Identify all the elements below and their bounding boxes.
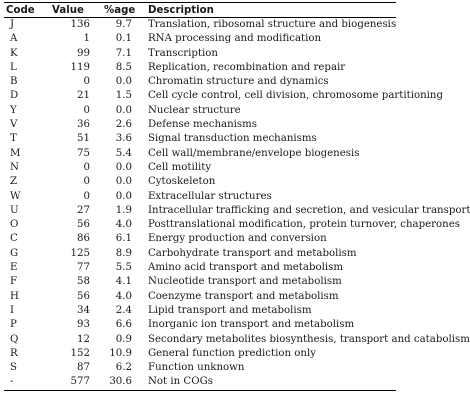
cog-table-container: [4, 2, 470, 391]
cell-value: 99: [77, 47, 90, 59]
cell-description: Cell cycle control, cell division, chromosome partitioning: [148, 90, 443, 102]
cell-percentage: 0.0: [115, 161, 132, 173]
cell-description: Nuclear structure: [148, 104, 241, 116]
cell-code: O: [10, 219, 19, 231]
table-row: [4, 275, 396, 289]
cell-description: General function prediction only: [148, 347, 316, 359]
header-description: Description: [140, 3, 396, 18]
table-row: [4, 175, 396, 189]
cell-description: Cell wall/membrane/envelope biogenesis: [148, 147, 360, 159]
cell-description: Transcription: [148, 47, 218, 59]
cell-value: 119: [70, 61, 90, 73]
table-row: [4, 333, 396, 347]
cell-value: 56: [77, 219, 90, 231]
cell-percentage: 8.9: [115, 247, 132, 259]
table-row: [4, 290, 396, 304]
cell-description: Posttranslational modification, protein turnover, chaperones: [148, 219, 460, 231]
table-row: [4, 261, 396, 275]
header-code: Code: [4, 3, 50, 18]
cell-value: 36: [77, 119, 90, 131]
cell-code: V: [10, 119, 18, 131]
table-row: [4, 132, 396, 146]
cell-description: Function unknown: [148, 362, 245, 374]
cell-value: 58: [77, 276, 90, 288]
cell-code: H: [10, 290, 19, 302]
cell-description: Carbohydrate transport and metabolism: [148, 247, 357, 259]
cell-percentage: 0.0: [115, 190, 132, 202]
cell-description: Translation, ribosomal structure and biogenesis: [148, 19, 397, 30]
cell-value: 77: [77, 262, 90, 274]
cell-percentage: 30.6: [109, 376, 132, 388]
cell-percentage: 4.1: [115, 276, 132, 288]
cell-description: Defense mechanisms: [148, 119, 258, 131]
cell-percentage: 0.9: [115, 333, 132, 345]
cell-value: 86: [77, 233, 90, 245]
cell-percentage: 1.9: [115, 204, 132, 216]
cell-description: Amino acid transport and metabolism: [148, 262, 344, 274]
cell-description: Lipid transport and metabolism: [148, 304, 312, 316]
cell-value: 0: [83, 190, 90, 202]
cell-value: 34: [77, 304, 90, 316]
cell-percentage: 3.6: [115, 133, 132, 145]
cell-percentage: 2.4: [115, 304, 132, 316]
cell-value: 136: [70, 19, 90, 30]
table-row: [4, 304, 396, 318]
cell-description: Not in COGs: [148, 376, 213, 388]
table-row: [4, 118, 396, 132]
cell-code: R: [10, 347, 18, 359]
table-header: [4, 3, 396, 18]
cell-description: Coenzyme transport and metabolism: [148, 290, 339, 302]
cell-value: 0: [83, 176, 90, 188]
cell-code: W: [10, 190, 21, 202]
cell-code: Z: [10, 176, 18, 188]
cell-value: 125: [70, 247, 90, 259]
cell-code: U: [10, 204, 19, 216]
table-row: [4, 318, 396, 332]
cell-description: Cell motility: [148, 161, 212, 173]
table-row: [4, 75, 396, 89]
table-body: [4, 18, 470, 391]
cell-description: Energy production and conversion: [148, 233, 327, 245]
cell-description: Cytoskeleton: [148, 176, 216, 188]
table-row: [4, 375, 396, 390]
cell-description: Nucleotide transport and metabolism: [148, 276, 342, 288]
table-row: [4, 190, 396, 204]
cell-description: Replication, recombination and repair: [148, 61, 346, 73]
cell-description: Extracellular structures: [148, 190, 272, 202]
cell-percentage: 2.6: [115, 119, 132, 131]
cell-percentage: 4.0: [115, 219, 132, 231]
cell-value: 12: [77, 333, 90, 345]
cell-value: 75: [77, 147, 90, 159]
cell-value: 577: [70, 376, 90, 388]
cell-code: Y: [10, 104, 17, 116]
cog-functional-categories-table: [4, 2, 470, 391]
table-row: [4, 32, 396, 46]
table-row: [4, 218, 396, 232]
cell-code: I: [10, 304, 15, 316]
cell-value: 87: [77, 362, 90, 374]
cell-description: Signal transduction mechanisms: [148, 133, 317, 145]
cell-percentage: 5.5: [115, 262, 132, 274]
cell-code: J: [10, 19, 15, 30]
cell-percentage: 9.7: [115, 19, 132, 30]
cell-percentage: 1.5: [115, 90, 132, 102]
cell-description: Inorganic ion transport and metabolism: [148, 319, 355, 331]
cell-code: B: [10, 76, 18, 88]
cell-value: 152: [70, 347, 90, 359]
table-row: [4, 347, 396, 361]
cell-percentage: 0.0: [115, 104, 132, 116]
table-row: [4, 247, 396, 261]
cell-percentage: 5.4: [115, 147, 132, 159]
cell-code: C: [10, 233, 18, 245]
cell-code: F: [10, 276, 18, 288]
cell-code: A: [10, 33, 18, 45]
cell-percentage: 0.1: [115, 33, 132, 45]
cell-value: 93: [77, 319, 90, 331]
header-value: Value: [50, 3, 98, 18]
cell-code: P: [10, 319, 17, 331]
cell-code: D: [10, 90, 19, 102]
cell-percentage: 7.1: [115, 47, 132, 59]
table-row: [4, 61, 396, 75]
table-row: [4, 47, 396, 61]
cell-code: N: [10, 161, 19, 173]
cell-code: E: [10, 262, 18, 274]
cell-description: Chromatin structure and dynamics: [148, 76, 329, 88]
table-row: [4, 147, 396, 161]
cell-code: M: [10, 147, 21, 159]
cell-code: Q: [10, 333, 19, 345]
cell-code: K: [10, 47, 18, 59]
table-row: [4, 104, 396, 118]
cell-value: 1: [83, 33, 90, 45]
cell-description: Intracellular trafficking and secretion, and vesicular transport: [148, 204, 470, 216]
table-row: [4, 204, 396, 218]
cell-code: S: [10, 362, 17, 374]
cell-value: 51: [77, 133, 90, 145]
cell-code: T: [10, 133, 17, 145]
table-row: [4, 89, 396, 103]
cell-percentage: 6.2: [115, 362, 132, 374]
cell-value: 0: [83, 104, 90, 116]
cell-percentage: 10.9: [109, 347, 132, 359]
cell-value: 0: [83, 161, 90, 173]
cell-description: RNA processing and modification: [148, 33, 322, 45]
table-row: [4, 361, 396, 375]
cell-value: 21: [77, 90, 90, 102]
table-row: [4, 161, 396, 175]
cell-percentage: 6.1: [115, 233, 132, 245]
cell-code: G: [10, 247, 19, 259]
table-row: [4, 18, 396, 33]
cell-percentage: 8.5: [115, 61, 132, 73]
table-row: [4, 232, 396, 246]
cell-value: 56: [77, 290, 90, 302]
header-row: [4, 3, 396, 18]
cell-percentage: 0.0: [115, 176, 132, 188]
cell-code: -: [10, 376, 14, 388]
cell-percentage: 6.6: [115, 319, 132, 331]
cell-percentage: 4.0: [115, 290, 132, 302]
cell-code: L: [10, 61, 17, 73]
cell-percentage: 0.0: [115, 76, 132, 88]
cell-value: 0: [83, 76, 90, 88]
cell-description: Secondary metabolites biosynthesis, transport and catabolism: [148, 333, 470, 345]
header-percentage: %age: [98, 3, 140, 18]
cell-value: 27: [77, 204, 90, 216]
